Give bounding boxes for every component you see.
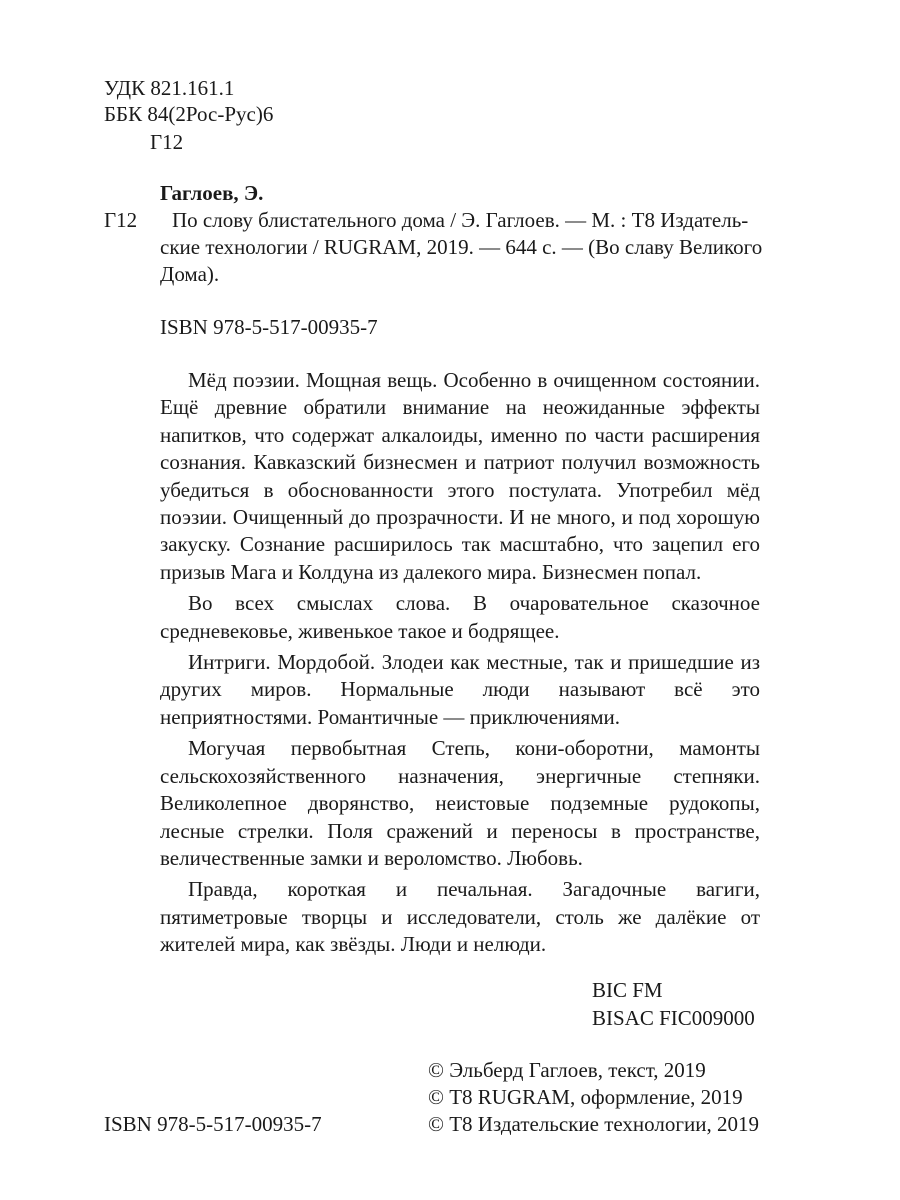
isbn-record: ISBN 978-5-517-00935-7	[160, 315, 378, 339]
annotation-paragraph: Мёд поэзии. Мощная вещь. Особенно в очищенном состоянии. Ещё древние обратили внимание на неожиданные эффекты напитков, что содержат алкалоиды, именно по части расширения сознания. Кавказский бизнесмен и патриот получил возможность убедиться в обоснованности этого постулата. Употребил мёд поэзии. Очищенный до прозрачности. И не много, и под хорошую закуску. Сознание расширилось так масштабно, что зацепил его призыв Мага и Колдуна из далекого мира. Бизнесмен попал.	[160, 368, 760, 584]
annotation-paragraph: Правда, короткая и печальная. Загадочные вагиги, пятиметровые творцы и исследователи, столь же далёкие от жителей мира, как звёзды. Люди и нелюди.	[160, 877, 760, 957]
copyright-notices	[428, 1057, 759, 1138]
copyright-line: © Эльберд Гаглоев, текст, 2019	[428, 1058, 706, 1082]
author-mark-side: Г12	[104, 208, 138, 232]
bic-code: BIC FM	[592, 978, 663, 1002]
annotation-paragraph: Могучая первобытная Степь, кони-оборотни, мамонты сельскохозяйственного назначения, энергичные степняки. Великолепное дворянство, неистовые подземные рудокопы, лесные стрелки. Поля сражений и переносы в пространстве, величественные замки и вероломство. Любовь.	[160, 736, 760, 870]
author-name: Гаглоев, Э.	[160, 181, 264, 205]
bbk-code: ББК 84(2Рос-Рус)6	[104, 102, 274, 126]
annotation-paragraph: Во всех смыслах слова. В очаровательное сказочное средневековье, живенькое такое и бодрящее.	[160, 591, 760, 643]
copyright-line: © Т8 RUGRAM, оформление, 2019	[428, 1085, 743, 1109]
classification-codes	[592, 976, 755, 1032]
biblio-line: ские технологии / RUGRAM, 2019. — 644 с. — (Во славу Великого	[160, 235, 763, 259]
annotation-paragraph: Интриги. Мордобой. Злодеи как местные, так и пришедшие из других миров. Нормальные люди называют всё это неприятностями. Романтичные — приключениями.	[160, 650, 760, 729]
bisac-code: BISAC FIC009000	[592, 1006, 755, 1030]
author-mark: Г12	[150, 130, 184, 154]
bibliographic-record	[160, 207, 763, 288]
annotation	[160, 367, 760, 963]
biblio-line: Дома).	[160, 262, 220, 286]
udk-code: УДК 821.161.1	[104, 76, 235, 100]
isbn-footer: ISBN 978-5-517-00935-7	[104, 1112, 322, 1136]
copyright-line: © Т8 Издательские технологии, 2019	[428, 1112, 759, 1136]
biblio-line: По слову блистательного дома / Э. Гаглоев. — М. : Т8 Издатель-	[172, 208, 749, 232]
